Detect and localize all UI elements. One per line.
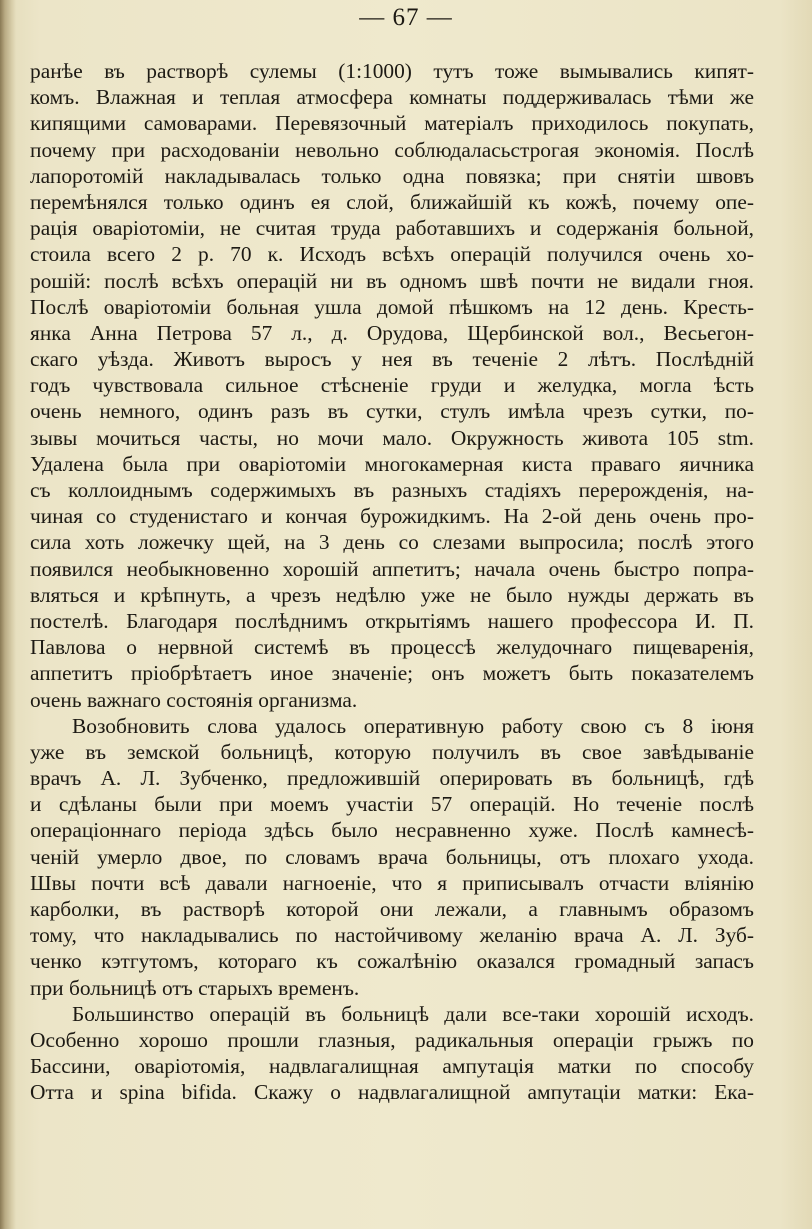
text-line: чиная со студенистаго и кончая бурожидкимъ. На 2-ой день очень про- (30, 504, 754, 529)
text-line: рошій: послѣ всѣхъ операцій ни въ одномъ швѣ почти не видали гноя. (30, 268, 754, 293)
text-line: врачъ А. Л. Зубченко, предложившій оперировать въ больницѣ, гдѣ (30, 766, 754, 791)
text-line: Возобновить слова удалось оперативную работу свою съ 8 іюня (72, 713, 754, 738)
text-line: и сдѣланы были при моемъ участіи 57 операцій. Но теченіе послѣ (30, 792, 754, 817)
text-line: комъ. Влажная и теплая атмосфера комнаты поддерживалась тѣми же (30, 85, 754, 110)
text-line: тому, что накладывались по настойчивому желанію врача А. Л. Зуб- (30, 923, 754, 948)
text-line: аппетитъ пріобрѣтаетъ иное значеніе; онъ можетъ быть показателемъ (30, 661, 754, 686)
page-number: — 67 — (359, 4, 453, 31)
text-line: уже въ земской больницѣ, которую получилъ въ свое завѣдываніе (30, 739, 754, 764)
text-line: ранѣе въ растворѣ сулемы (1:1000) тутъ тоже вымывались кипят- (30, 59, 754, 83)
text-line: при больницѣ отъ старыхъ временъ. (30, 975, 360, 1000)
text-line: лапоротомій накладывалась только одна повязка; при снятіи швовъ (30, 163, 754, 188)
text-line: операціоннаго періода здѣсь было несравненно хуже. Послѣ камнесѣ- (30, 818, 754, 843)
text-line: съ коллоиднымъ содержимыхъ въ разныхъ стадіяхъ перерожденія, на- (30, 478, 754, 502)
text-line: Отта и spina bifida. Скажу о надвлагалищной ампутаціи матки: Ека- (30, 1080, 754, 1105)
text-line: почему при расходованіи невольно соблюдаласьстрогая экономія. Послѣ (30, 137, 754, 162)
text-line: перемѣнялся только одинъ ея слой, ближайшій къ кожѣ, почему опе- (30, 189, 754, 214)
text-line: карболки, въ растворѣ которой они лежали, а главнымъ образомъ (30, 897, 754, 921)
text-line: постелѣ. Благодаря послѣднимъ открытіямъ нашего профессора И. П. (30, 608, 754, 633)
text-line: янка Анна Петрова 57 л., д. Орудова, Щербинской вол., Весьегон- (30, 320, 754, 345)
text-line: ченко кэтгутомъ, котораго къ сожалѣнію оказался громадный запасъ (30, 949, 754, 974)
text-line: очень немного, одинъ разъ въ сутки, стулъ имѣла чрезъ сутки, по- (30, 399, 754, 424)
text-line: Большинство операцій въ больницѣ дали все-таки хорошій исходъ. (72, 1001, 754, 1026)
text-line: Павлова о нервной системѣ въ процессѣ желудочнаго пищеваренія, (30, 635, 754, 660)
text-line: Швы почти всѣ давали нагноеніе, что я приписывалъ отчасти вліянію (30, 870, 754, 895)
text-line: стоила всего 2 р. 70 к. Исходъ всѣхъ операцій получился очень хо- (30, 242, 754, 267)
text-line: Послѣ оваріотоміи больная ушла домой пѣшкомъ на 12 день. Кресть- (30, 294, 754, 319)
text-line: рація оваріотоміи, не считая труда работавшихъ и содержанія больной, (30, 216, 754, 241)
text-line: появился необыкновенно хорошій аппетитъ; начала очень быстро попра- (30, 556, 754, 581)
text-line: сила хоть ложечку щей, на 3 день со слезами выпросила; послѣ этого (30, 530, 754, 555)
text-line: Особенно хорошо прошли глазныя, радикальныя операціи грыжъ по (30, 1027, 754, 1052)
text-line: очень важнаго состоянія организма. (30, 687, 358, 712)
text-line: годъ чувствовала сильное стѣсненіе груди и желудка, могла ѣсть (30, 373, 754, 398)
page-spine-shadow (0, 0, 16, 1229)
text-line: кипящими самоварами. Перевязочный матеріалъ приходилось покупать, (30, 111, 754, 136)
text-line: Удалена была при оваріотоміи многокамерная киста праваго яичника (30, 451, 754, 476)
text-line: скаго уѣзда. Животъ выросъ у нея въ теченіе 2 лѣтъ. Послѣдній (30, 347, 754, 372)
text-line: Бассини, оваріотомія, надвлагалищная ампутація матки по способу (30, 1054, 754, 1079)
body-text (30, 58, 754, 1106)
text-line: вляться и крѣпнуть, а чрезъ недѣлю уже не было нужды держать въ (30, 582, 754, 607)
text-line: зывы мочиться часты, но мочи мало. Окружность живота 105 stm. (30, 425, 754, 450)
text-line: ченій умерло двое, по словамъ врача больницы, отъ плохаго ухода. (30, 844, 754, 869)
